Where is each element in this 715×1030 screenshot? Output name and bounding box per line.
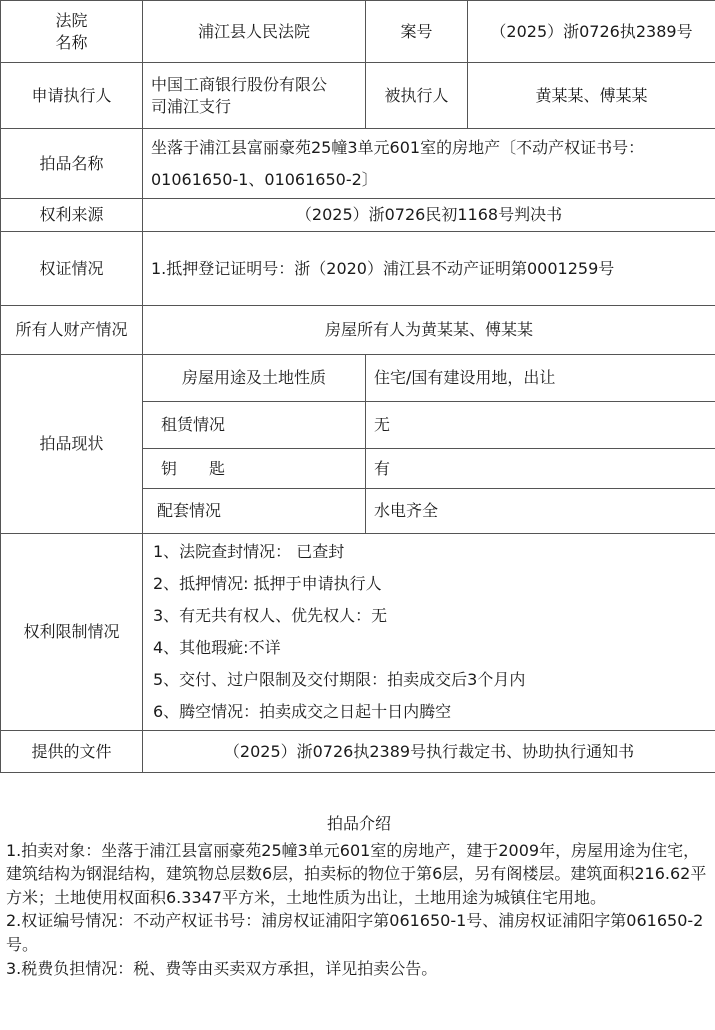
restriction-item: 3、有无共有权人、优先权人：无 (153, 606, 388, 625)
status-key: 配套情况 (143, 489, 366, 534)
status-value: 有 (366, 449, 715, 489)
owner-value: 房屋所有人为黄某某、傅某某 (143, 306, 715, 355)
applicant-label: 申请执行人 (1, 63, 143, 129)
restriction-item: 2、抵押情况: 抵押于申请执行人 (153, 574, 382, 593)
intro-title: 拍品介绍 (326, 814, 391, 833)
item-name-label: 拍品名称 (1, 129, 143, 199)
rights-source-value: （2025）浙0726民初1168号判决书 (143, 199, 715, 232)
row-status-usage (1, 355, 715, 402)
applicant-value (143, 63, 366, 129)
status-key: 租赁情况 (143, 402, 366, 449)
row-rights-source (1, 199, 715, 232)
status-value: 住宅/国有建设用地，出让 (366, 355, 715, 402)
respondent-value: 黄某某、傅某某 (468, 63, 715, 129)
court-value: 浦江县人民法院 (143, 1, 366, 63)
owner-label: 所有人财产情况 (1, 306, 143, 355)
row-title-cert (1, 232, 715, 306)
title-cert-value: 1.抵押登记证明号：浙（2020）浦江县不动产证明第0001259号 (143, 232, 715, 306)
status-value: 无 (366, 402, 715, 449)
status-key: 房屋用途及土地性质 (143, 355, 366, 402)
applicant-value-line-2: 司浦江支行 (151, 96, 232, 116)
status-key: 钥 匙 (143, 449, 366, 489)
documents-value: （2025）浙0726执2389号执行裁定书、协助执行通知书 (143, 731, 715, 773)
restrictions-list (143, 534, 715, 731)
intro-paragraph: 3.税费负担情况：税、费等由买卖双方承担，详见拍卖公告。 (6, 958, 438, 978)
documents-label: 提供的文件 (1, 731, 143, 773)
restriction-item: 6、腾空情况：拍卖成交之日起十日内腾空 (153, 702, 452, 721)
row-item-name (1, 129, 715, 199)
item-name-value-line-1: 坐落于浦江县富丽豪苑25幢3单元601室的房地产〔不动产权证书号： (151, 137, 645, 157)
applicant-value-line-1: 中国工商银行股份有限公 (151, 74, 328, 94)
court-label-line-2: 名称 (55, 32, 88, 52)
row-applicant (1, 63, 715, 129)
rights-source-label: 权利来源 (1, 199, 143, 232)
restriction-item: 5、交付、过户限制及交付期限：拍卖成交后3个月内 (153, 670, 526, 689)
restrictions-label: 权利限制情况 (1, 534, 143, 731)
intro-paragraph: 2.权证编号情况：不动产权证书号：浦房权证浦阳字第061650-1号、浦房权证浦阳字第061650-2号。 (6, 911, 704, 954)
status-label: 拍品现状 (1, 355, 143, 534)
court-label (1, 1, 143, 63)
item-name-value-line-2: 01061650-1、01061650-2〕 (151, 169, 378, 189)
row-court (1, 1, 715, 63)
case-no-value: （2025）浙0726执2389号 (468, 1, 715, 63)
row-owner (1, 306, 715, 355)
restriction-item: 1、法院查封情况： 已查封 (153, 542, 345, 561)
row-documents (1, 731, 715, 773)
intro-paragraph: 1.拍卖对象：坐落于浦江县富丽豪苑25幢3单元601室的房地产，建于2009年，房屋用途为住宅，建筑结构为钢混结构，建筑物总层数6层，拍卖标的物位于第6层，另有阁楼层。建筑面积216.62平方米；土地使用权面积6.3347平方米，土地性质为出让，土地用途为城镇住宅用地。 (6, 840, 707, 907)
restriction-item: 4、其他瑕疵:不详 (153, 638, 281, 657)
auction-intro (6, 812, 712, 980)
respondent-label: 被执行人 (366, 63, 468, 129)
row-restrictions (1, 534, 715, 731)
status-value: 水电齐全 (366, 489, 715, 534)
court-label-line-1: 法院 (55, 10, 88, 30)
title-cert-label: 权证情况 (1, 232, 143, 306)
item-name-value (143, 129, 715, 199)
case-no-label: 案号 (366, 1, 468, 63)
